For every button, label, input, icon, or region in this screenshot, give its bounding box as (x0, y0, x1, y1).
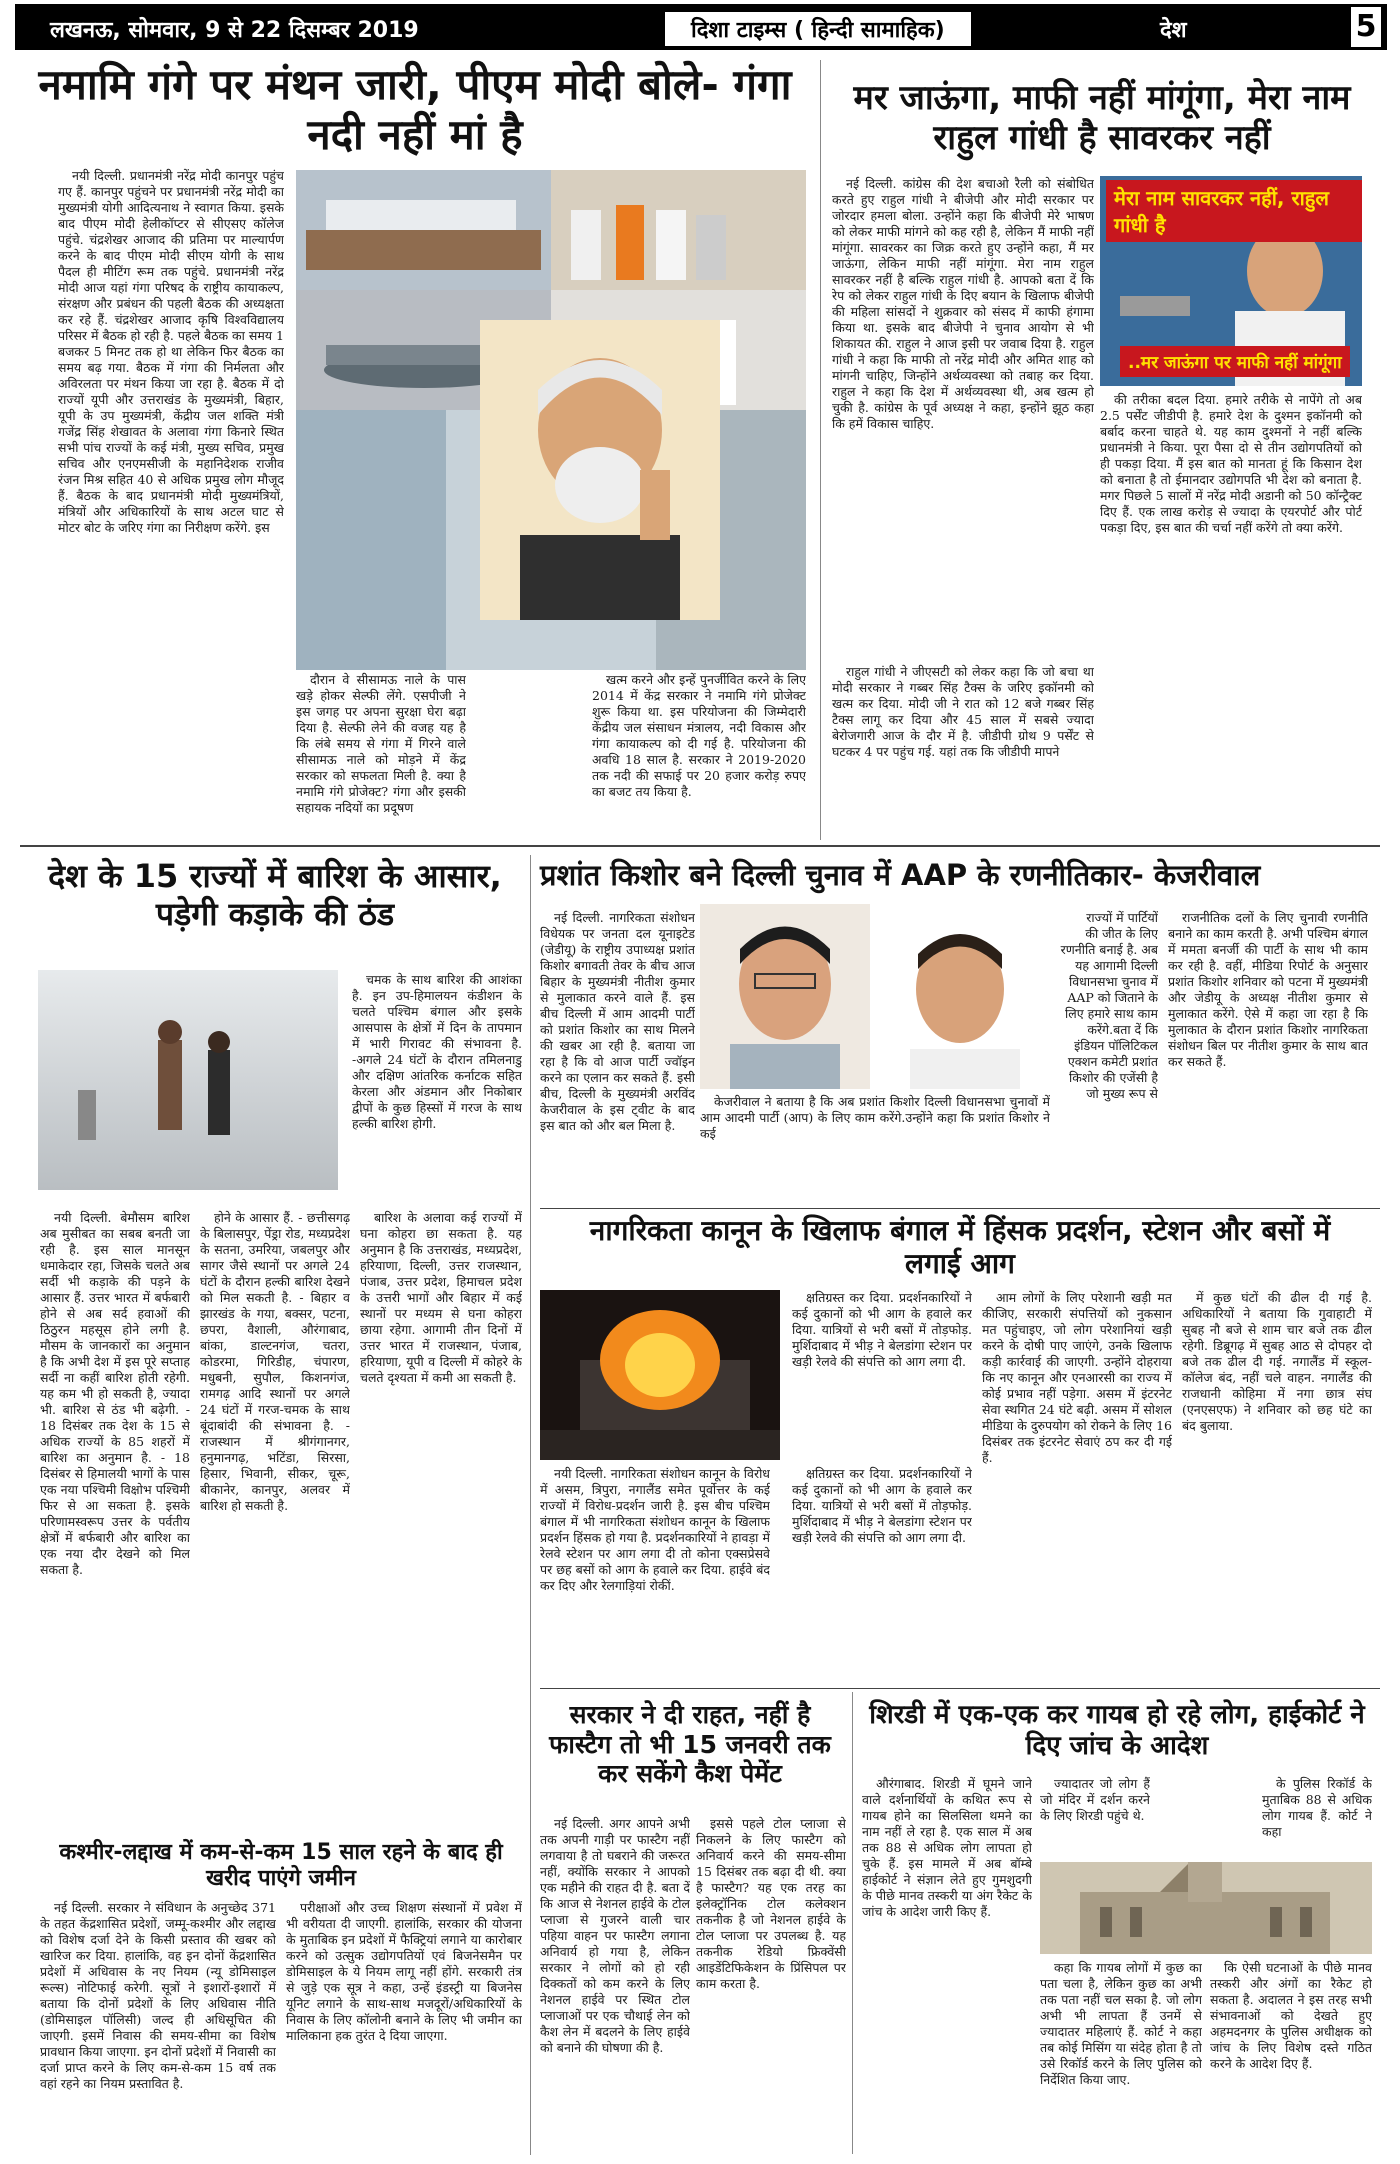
rahul-photo-banner-top: मेरा नाम सावरकर नहीं, राहुल गांधी है (1106, 180, 1362, 242)
rahul-col1-text: नई दिल्ली. कांग्रेस की देश बचाओ रैली को संबोधित करते हुए राहुल गांधी ने बीजेपी और मोदी सरकार पर जोरदार हमला बोला. उन्होंने कहा कि बीजेपी मेरे भाषण को लेकर माफी मांगने को कह रही है, लेकिन मैं माफी नहीं मांगूंगा. सावरकर का जिक्र करते हुए उन्होंने कहा, मैं मर जाऊंगा, लेकिन माफी नहीं मांगूंगा. मेरा नाम राहुल सावरकर नहीं है बल्कि राहुल गांधी है. आपको बता दें कि रेप को लेकर राहुल गांधी के दिए बयान के खिलाफ बीजेपी की महिला सांसदों ने शुक्रवार को संसद में काफी हंगामा किया था. इसके बाद बीजेपी ने चुनाव आयोग से भी शिकायत की. राहुल ने आज इसी पर जवाब दिया है. राहुल गांधी ने कहा कि माफी तो नरेंद्र मोदी और अमित शाह को मांगनी चाहिए, जिन्होंने अर्थव्यवस्था को तबाह कर दिया. राहुल ने कहा कि देश में अर्थव्यवस्था थी, अब खत्म हो चुकी है. कांग्रेस के पूर्व अध्यक्ष ने कहा, इन्होंने झूठ कहा कि हमें विकास चाहिए. (832, 176, 1094, 431)
weather-col2-text: होने के आसार हैं. - छत्तीसगढ़ के बिलासपुर, पेंड्रा रोड, मध्यप्रदेश के सतना, उमरिया, जबलपुर और सागर जैसे स्थानों पर अगले 24 घंटों के दौरान हल्की बारिश देखने को मिल सकती है. - बिहार व झारखंड के गया, बक्सर, पटना, छपरा, वैशाली, औरंगाबाद, बांका, डाल्टनगंज, चतरा, कोडरमा, गिरिडीह, चंपारण, मधुबनी, सुपौल, किशनगंज, रामगढ़ आदि स्थानों पर अगले 24 घंटों में गरज-चमक के साथ बूंदाबांदी की संभावना है. - राजस्थान में श्रीगंगानगर, हनुमानगढ़, भटिंडा, सिरसा, हिसार, भिवानी, सीकर, चूरू, बीकानेर, कानपुर, अलवर में बारिश हो सकती है. (200, 1210, 350, 1513)
section-divider (540, 1688, 1380, 1689)
high-court-photo (1040, 1862, 1372, 1954)
pk-col-mid-text: राज्यों में पार्टियों की जीत के लिए रणनीति बनाई है. अब यह आगामी दिल्ली विधानसभा चुनाव में AAP को जिताने के लिए हमारे साथ काम करेंगे.बता दें कि इंडियन पॉलिटिकल एक्शन कमेटी प्रशांत किशोर की एजेंसी है जो मुख्य रूप से (1060, 910, 1158, 1101)
modi-photo (480, 320, 720, 620)
pk-headline: प्रशांत किशोर बने दिल्ली चुनाव में AAP के रणनीतिकार- केजरीवाल (540, 858, 1261, 892)
shirdi-col-bottom-right (1210, 1960, 1372, 2150)
shirdi-col2 (1040, 1776, 1150, 1860)
weather-col1 (40, 1210, 190, 1830)
bengal-col1b (792, 1466, 972, 1680)
ganga-col3 (592, 672, 806, 836)
masthead-section: देश (1160, 18, 1187, 43)
pk-col-mid (1058, 910, 1158, 1200)
pk-col3 (1168, 910, 1368, 1200)
fog-photo (38, 970, 338, 1190)
section-divider (540, 1208, 1380, 1209)
shirdi-col3 (1262, 1776, 1372, 1860)
bengal-headline: नागरिकता कानून के खिलाफ बंगाल में हिंसक प्रदर्शन, स्टेशन और बसों में लगाई आग (589, 1214, 1331, 1281)
masthead-paper-name: दिशा टाइम्स ( हिन्दी सामाहिक) (665, 12, 971, 46)
bengal-col1b-text: क्षतिग्रस्त कर दिया. प्रदर्शनकारियों ने कई दुकानों को भी आग के हवाले कर दिया. यात्रियों से भरी बसों में तोड़फोड़. मुर्शिदाबाद में भीड़ ने बेलडांगा स्टेशन पर खड़ी रेलवे की संपत्ति को आग लगा दी. (792, 1466, 972, 1545)
weather-headline: देश के 15 राज्यों में बारिश के आसार, पड़ेगी कड़ाके की ठंड (48, 857, 502, 933)
weather-col1-text: नयी दिल्ली. बेमौसम बारिश अब मुसीबत का सबब बनती जा रही है. इस साल मानसून धमाकेदार रहा, जिसके चलते अब सर्दी भी कड़ाके की पड़ने के आसार हैं. उत्तर भारत में बर्फबारी होने से अब सर्द हवाओं की ठिठुरन महसूस होने लगी है. मौसम के जानकारों का अनुमान है कि अभी देश में इस पूरे सप्ताह सर्दी ना कहीं बारिश होती रहेगी. यह कम भी हो सकती है, ज्यादा भी. बारिश से ठंड भी बढ़ेगी. - 18 दिसंबर तक देश के 15 से अधिक राज्यों के 85 शहरों में बारिश का अनुमान है. - 18 दिसंबर से हिमालयी भागों के पास एक नया पश्चिमी विक्षोभ पश्चिमी फिर से आ सकता है. इसके परिणामस्वरूप उत्तर के पर्वतीय क्षेत्रों में बर्फबारी और बारिश का एक नया दौर देखने को मिल सकता है. (40, 1210, 190, 1577)
masthead-bar (15, 4, 1387, 50)
ganga-col3-text: खत्म करने और इन्हें पुनर्जीवित करने के लिए 2014 में केंद्र सरकार ने नमामि गंगे प्रोजेक्ट शुरू किया था. इस परियोजना की जिम्मेदारी केंद्रीय जल संसाधन मंत्रालय, नदी विकास और गंगा कायाकल्प को दी गई है. परियोजना की अवधि 18 साल है. सरकार ने 2019-2020 तक नदी की सफाई पर 20 हजार करोड़ रुपए का बजट तय किया है. (592, 672, 806, 799)
shirdi-col-bottom-left (1040, 1960, 1202, 2150)
bengal-col2 (982, 1290, 1172, 1680)
fastag-headline: सरकार ने दी राहत, नहीं है फास्टैग तो भी 15 जनवरी तक कर सकेंगे कैश पेमेंट (549, 1700, 831, 1788)
kashmir-col1-text: नई दिल्ली. सरकार ने संविधान के अनुच्छेद 371 के तहत केंद्रशासित प्रदेशों, जम्मू-कश्मीर और लद्दाख को विशेष दर्जा देने के किसी प्रस्ताव की खबर को खारिज कर दिया. हालांकि, वह इन दोनों केंद्रशासित प्रदेशों में अधिवास के नए नियम (न्यू डोमिसाइल रूल्स) नोटिफाई करेगी. सूत्रों ने इशारों-इशारों में बताया कि दोनों प्रदेशों के लिए अधिवास नीति (डोमिसाइल पॉलिसी) जल्द ही अधिसूचित की जाएगी. इसमें निवास की समय-सीमा का विशेष प्रावधान किया जाएगा. इन दोनों प्रदेशों में निवासी का दर्जा प्राप्त करने के लिए कम-से-कम 15 वर्ष तक वहां रहने का नियम प्रस्तावित है. (40, 1900, 276, 2091)
pk-col2 (700, 1094, 1050, 1200)
rahul-col2 (832, 664, 1094, 836)
ganga-col2 (296, 672, 466, 836)
bengal-col3-text: में कुछ घंटों की ढील दी गई है. अधिकारियों ने बताया कि गुवाहाटी में सुबह नौ बजे से शाम चार बजे तक ढील रहेगी. डिब्रूगढ़ में सुबह आठ से दोपहर दो बजे तक ढील दी गई. नगालैंड में स्कूल-कॉलेज बंद, नहीं चले वाहन. नगालैंड की राजधानी कोहिमा में नगा छात्र संघ (एनएसएफ) ने शनिवार को छह घंटे का बंद बुलाया. (1182, 1290, 1372, 1433)
kashmir-col2-text: परीक्षाओं और उच्च शिक्षण संस्थानों में प्रवेश में भी वरीयता दी जाएगी. हालांकि, सरकार की योजना के मुताबिक इन प्रदेशों में फैक्ट्रियां लगाने या कारोबार करने को उत्सुक उद्योगपतियों एवं बिजनेसमैन पर डोमिसाइल के ये नियम लागू नहीं होंगे. सरकारी तंत्र से जुड़े एक सूत्र ने कहा, उन्हें इंडस्ट्री या बिजनेस यूनिट लगाने के साथ-साथ मजदूरों/अधिकारियों के निवास के लिए कॉलोनी बनाने के लिए भी जमीन का मालिकाना हक तुरंत दे दिया जाएगा. (286, 1900, 522, 2043)
shirdi-headline: शिरडी में एक-एक कर गायब हो रहे लोग, हाईकोर्ट ने दिए जांच के आदेश (869, 1700, 1365, 1761)
rahul-col1 (832, 176, 1094, 660)
weather-col2 (200, 1210, 350, 1830)
weather-col-right-of-photo (352, 972, 522, 1202)
shirdi-col-bottom-right-text: कि ऐसी घटनाओं के पीछे मानव तस्करी और अंगों का रैकेट हो सकता है. अदालत ने इस तरह सभी संभावनाओं को देखते हुए अहमदनगर के पुलिस अधीक्षक को जांच के लिए विशेष दस्ते गठित करने के आदेश दिए हैं. (1210, 1960, 1372, 2071)
rahul-photo-banner-bottom: ..मर जाऊंगा पर माफी नहीं मांगूंगा (1120, 346, 1350, 377)
rahul-photo (1100, 176, 1362, 386)
shirdi-col3-text: के पुलिस रिकॉर्ड के मुताबिक 88 से अधिक लोग गायब हैं. कोर्ट ने कहा (1262, 1776, 1372, 1839)
shirdi-col-bottom-left-text: कहा कि गायब लोगों में कुछ का पता चला है, लेकिन कुछ का अभी तक पता नहीं चल सका है. जो लोग अभी भी लापता हैं उनमें से ज्यादातर महिलाएं हैं. कोर्ट ने कहा तब कोई मिसिंग या संदेह होता है तो उसे रिकॉर्ड करने के लिए पुलिस को निर्देशित किया जाए. (1040, 1960, 1202, 2087)
kashmir-col2 (286, 1900, 522, 2150)
bengal-col2-text: आम लोगों के लिए परेशानी खड़ी मत कीजिए, सरकारी संपत्तियों को नुकसान मत पहुंचाइए, जो लोग परेशानियां खड़ी करने के दोषी पाए जाएंगे, उनके खिलाफ कड़ी कार्रवाई की जाएगी. उन्होंने दोहराया कि नए कानून और एनआरसी का राज्य में कोई प्रभाव नहीं पड़ेगा. असम में इंटरनेट सेवा स्थगित 24 घंटे बढ़ी. असम में सोशल मीडिया के दुरुपयोग को रोकने के लिए 16 दिसंबर तक इंटरनेट सेवाएं ठप कर दी गई हैं. (982, 1290, 1172, 1465)
rahul-col3 (1100, 392, 1362, 660)
ganga-headline: नमामि गंगे पर मंथन जारी, पीएम मोदी बोले- गंगा नदी नहीं मां है (38, 60, 792, 159)
column-divider (820, 60, 821, 840)
column-divider (852, 1692, 853, 2154)
shirdi-col1-text: औरंगाबाद. शिरडी में घूमने जाने वाले दर्शनार्थियों के कथित रूप से गायब होने का सिलसिला थमने का नाम नहीं ले रहा है. एक साल में अब तक 88 से अधिक लोग लापता हो चुके हैं. इस मामले में अब बॉम्बे हाईकोर्ट ने संज्ञान लेते हुए गुमशुदगी के पीछे मानव तस्करी या अंग रैकेट के जांच के आदेश जारी किए हैं. (862, 1776, 1032, 1919)
weather-col-right-text: चमक के साथ बारिश की आशंका है. इन उप-हिमालयन कंडीशन के चलते पश्चिम बंगाल और इसके आसपास के क्षेत्रों में दिन के तापमान में भारी गिरावट की संभावना है. -अगले 24 घंटों के दौरान तमिलनाडु और दक्षिण आंतरिक कर्नाटक सहित केरला और अंडमान और निकोबार द्वीपों के कुछ हिस्सों में गरज के साथ हल्की बारिश होगी. (352, 972, 522, 1131)
fastag-col1-text: नई दिल्ली. अगर आपने अभी तक अपनी गाड़ी पर फास्टैग नहीं लगवाया है तो घबराने की जरूरत नहीं, क्योंकि सरकार ने आपको एक महीने की राहत दी है. बता दें कि आज से नेशनल हाईवे के टोल प्लाजा से गुजरने वाली चार पहिया वाहन पर फास्टैग लगाना अनिवार्य हो गया है, लेकिन सरकार ने लोगों को हो रही दिक्कतों को कम करने के लिए नेशनल हाईवे पर स्थित टोल प्लाजाओं पर एक चौथाई लेन को कैश लेन में बदलने के लिए हाईवे को बनाने की घोषणा की है. (540, 1816, 690, 2055)
pk-col1-text: नई दिल्ली. नागरिकता संशोधन विधेयक पर जनता दल यूनाइटेड (जेडीयू) के राष्ट्रीय उपाध्यक्ष प्रशांत किशोर बगावती तेवर के बीच आज बिहार के मुख्यमंत्री नीतीश कुमार से मुलाकात करने वाले हैं. इस बीच दिल्ली में आम आदमी पार्टी को प्रशांत किशोर का साथ मिलने की खबर आ रही है. बताया जा रहा है कि वो आज पार्टी ज्वॉइन करने का एलान कर सकते हैं. इसी बीच, दिल्ली के मुख्यमंत्री अरविंद केजरीवाल के इस ट्वीट के बाद इस बात को और बल मिला है. (540, 910, 695, 1133)
pk-col2-text: केजरीवाल ने बताया है कि अब प्रशांत किशोर दिल्ली विधानसभा चुनावों में आम आदमी पार्टी (आप) के लिए काम करेंगे.उन्होंने कहा कि प्रशांत किशोर ने कई (700, 1094, 1050, 1141)
fastag-col2-text: इससे पहले टोल प्लाजा से निकलने के लिए फास्टैग को अनिवार्य करने की समय-सीमा 15 दिसंबर तक बढ़ा दी थी. क्या है फास्टैग? यह एक तरह का इलेक्ट्रॉनिक टोल कलेक्शन तकनीक है जो नेशनल हाईवे के टोल प्लाजा पर उपलब्ध है. यह तकनीक रेडियो फ्रिक्वेंसी आइडेंटिफिकेशन के प्रिंसिपल पर काम करता है. (696, 1816, 846, 1991)
ganga-col2-text: दौरान वे सीसामऊ नाले के पास खड़े होकर सेल्फी लेंगे. एसपीजी ने इस जगह पर अपना सुरक्षा घेरा बढ़ा दिया है. सेल्फी लेने की वजह यह है कि लंबे समय से गंगा में गिरने वाले सीसामऊ नाले को मोड़ने में केंद्र सरकार को सफलता मिली है. क्या है नमामि गंगे प्रोजेक्ट? गंगा और इसकी सहायक नदियों का प्रदूषण (296, 672, 466, 815)
fastag-col2 (696, 1816, 846, 2150)
pk-col3-text: राजनीतिक दलों के लिए चुनावी रणनीति बनाने का काम करती है. अभी पश्चिम बंगाल में ममता बनर्जी की पार्टी के साथ भी काम कर रही है. वहीं, मीडिया रिपोर्ट के अनुसार प्रशांत किशोर शनिवार को पटना में मुख्यमंत्री और जेडीयू के अध्यक्ष नीतीश कुमार से मुलाकात करेंगे. ऐसे में कहा जा रहा है कि मुलाकात के दौरान प्रशांत किशोर नागरिकता संशोधन बिल पर नीतीश कुमार के साथ बात कर सकते हैं. (1168, 910, 1368, 1069)
bengal-col-top (792, 1290, 972, 1460)
pk-col1 (540, 910, 695, 1200)
pk-photo (880, 904, 1050, 1089)
ganga-col1-text: नयी दिल्ली. प्रधानमंत्री नरेंद्र मोदी कानपुर पहुंच गए हैं. कानपुर पहुंचने पर प्रधानमंत्री नरेंद्र मोदी का मुख्यमंत्री योगी आदित्यनाथ ने स्वागत किया. इसके बाद पीएम मोदी हेलीकॉप्टर से सीएसए कॉलेज पहुंचे. चंद्रशेखर आजाद की प्रतिमा पर माल्यार्पण करने के बाद पीएम मोदी सीएम योगी के साथ पैदल ही मीटिंग रूम तक पहुंचे. प्रधानमंत्री नरेंद्र मोदी आज यहां गंगा परिषद के राष्ट्रीय कायाकल्प, संरक्षण और प्रबंधन की पहली बैठक की अध्यक्षता कर रहे हैं. चंद्रशेखर आजाद कृषि विश्वविद्यालय परिसर में बैठक हो रही है. पहले बैठक का समय 1 बजकर 5 मिनट तक हो था लेकिन फिर बैठक का समय बढ़ गया. बैठक में गंगा की निर्मलता और अविरलता पर मंथन किया जा रहा है. बैठक में दो राज्यों यूपी और उत्तराखंड के मुख्यमंत्री, बिहार, यूपी के उप मुख्यमंत्री, केंद्रीय जल शक्ति मंत्री गजेंद्र सिंह शेखावत के अलावा गंगा किनारे स्थित सभी पांच राज्यों के कई मंत्री, मुख्य सचिव, प्रमुख सचिव और एनएमसीजी के महानिदेशक राजीव रंजन मिश्र सहित 40 से अधिक प्रमुख लोग मौजूद हैं. बैठक के बाद प्रधानमंत्री मोदी मुख्यमंत्रियों, मंत्रियों और अधिकारियों के साथ अटल घाट से मोटर बोट के जरिए गंगा का निरीक्षण करेंगे. इस (58, 168, 284, 535)
kashmir-col1 (40, 1900, 276, 2150)
bengal-col-top-text: क्षतिग्रस्त कर दिया. प्रदर्शनकारियों ने कई दुकानों को भी आग के हवाले कर दिया. यात्रियों से भरी बसों में तोड़फोड़. मुर्शिदाबाद में भीड़ ने बेलडांगा स्टेशन पर खड़ी रेलवे की संपत्ति को आग लगा दी. (792, 1290, 972, 1369)
page-number: 5 (1351, 7, 1381, 47)
bengal-col1-text: नयी दिल्ली. नागरिकता संशोधन कानून के विरोध में असम, त्रिपुरा, नगालैंड समेत पूर्वोत्तर के कई राज्यों में विरोध-प्रदर्शन जारी है. इस बीच पश्चिम बंगाल में भी नागरिकता संशोधन कानून के खिलाफ प्रदर्शन हिंसक हो गया है. प्रदर्शनकारियों ने हावड़ा में रेलवे स्टेशन पर आग लगा दी तो कोना एक्सप्रेसवे पर छह बसों को आग के हवाले कर दिया. हाईवे बंद कर दिए और रेलगाड़ियां रोकीं. (540, 1466, 770, 1593)
weather-col3-text: बारिश के अलावा कई राज्यों में घना कोहरा छा सकता है. यह अनुमान है कि उत्तराखंड, मध्यप्रदेश, हरियाणा, दिल्ली, उत्तर राजस्थान, पंजाब, उत्तर प्रदेश, हिमाचल प्रदेश के उत्तरी भागों और बिहार में कई स्थानों पर मध्यम से घना कोहरा छाया रहेगा. आगामी तीन दिनों में उत्तर भारत में राजस्थान, पंजाब, हरियाणा, यूपी व दिल्ली में कोहरे के चलते दृश्यता में कमी आ सकती है. (360, 1210, 522, 1385)
bus-fire-photo (540, 1290, 780, 1460)
ganga-col1 (58, 168, 284, 836)
section-divider (20, 845, 1380, 847)
shirdi-col2-text: ज्यादातर जो लोग हैं जो मंदिर में दर्शन करने के लिए शिरडी पहुंचे थे. (1040, 1776, 1150, 1823)
kejriwal-photo (700, 904, 870, 1089)
fastag-col1 (540, 1816, 690, 2150)
rahul-col2-text: राहुल गांधी ने जीएसटी को लेकर कहा कि जो बचा था मोदी सरकार ने गब्बर सिंह टैक्स के जरिए इकॉनमी को खत्म कर दिया. मोदी जी ने रात को 12 बजे गब्बर सिंह टैक्स लागू कर दिया और 45 साल में सबसे ज्यादा बेरोजगारी आज के दौर में है. जीडीपी ग्रोथ 9 पर्सेंट से घटकर 4 पर पहुंच गई. यहां तक कि जीडीपी मापने (832, 664, 1094, 759)
rahul-col3-text: की तरीका बदल दिया. हमारे तरीके से नापेंगे तो अब 2.5 पर्सेंट जीडीपी है. हमारे देश के दुश्मन इकॉनमी को बर्बाद करना चाहते थे. यह काम दुश्मनों ने नहीं बल्कि प्रधानमंत्री ने किया. पूरा पैसा दो से तीन उद्योगपतियों को ही पकड़ा दिया. मैं इस बात को मानता हूं कि किसान देश को बनाता है तो ईमानदार उद्योगपति भी देश को बनाता है. मगर पिछले 5 सालों में नरेंद्र मोदी अडानी को 50 कॉन्ट्रैक्ट दिए हैं. एक लाख करोड़ से ज्यादा के एयरपोर्ट और पोर्ट पकड़ा दिए, इस बात की चर्चा नहीं करेंगे तो क्या करेंगे. (1100, 392, 1362, 535)
masthead-date: लखनऊ, सोमवार, 9 से 22 दिसम्बर 2019 (50, 18, 419, 43)
shirdi-col1 (862, 1776, 1032, 2150)
weather-col3 (360, 1210, 522, 1830)
bengal-col1 (540, 1466, 770, 1680)
bengal-col3 (1182, 1290, 1372, 1680)
kashmir-headline: कश्मीर-लद्दाख में कम-से-कम 15 साल रहने के बाद ही खरीद पाएंगे जमीन (59, 1840, 503, 1891)
rahul-headline: मर जाऊंगा, माफी नहीं मांगूंगा, मेरा नाम राहुल गांधी है सावरकर नहीं (853, 78, 1351, 159)
column-divider (530, 855, 531, 2155)
